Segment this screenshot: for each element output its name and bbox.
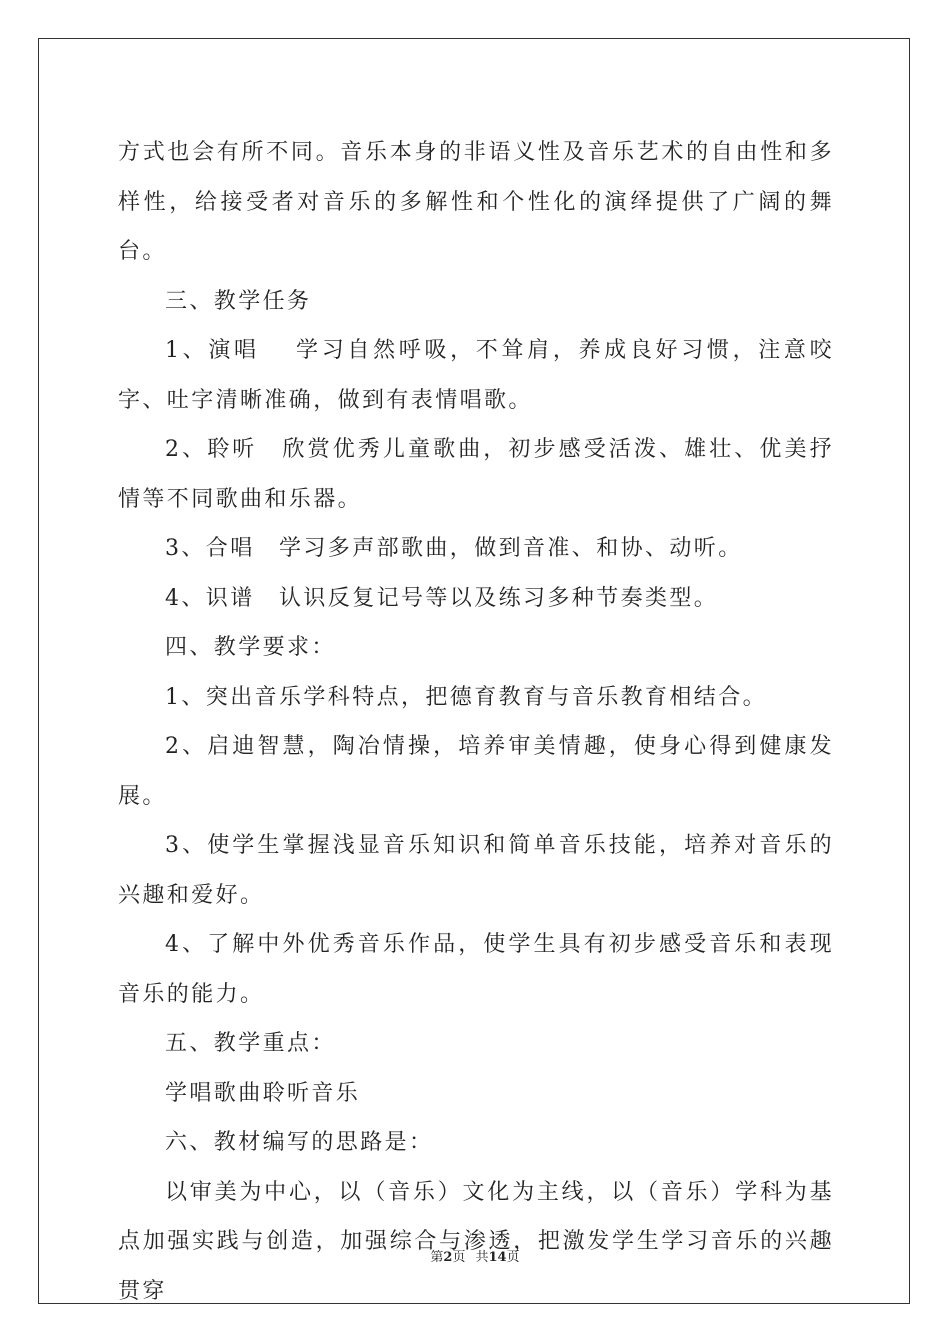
heading-textbook-approach: 六、教材编写的思路是： xyxy=(165,1130,434,1155)
requirement-1: 1、突出音乐学科特点，把德育教育与音乐教育相结合。 xyxy=(165,684,767,710)
requirement-2: 2、启迪智慧，陶冶情操，培养审美情趣，使身心得到健康发展。 xyxy=(118,734,834,809)
heading-teaching-focus: 五、教学重点： xyxy=(165,1031,336,1056)
focus-text: 学唱歌曲聆听音乐 xyxy=(165,1080,361,1106)
task-listening: 2、聆听 欣赏优秀儿童歌曲，初步感受活泼、雄壮、优美抒情等不同歌曲和乐器。 xyxy=(118,437,834,512)
page-footer xyxy=(0,1246,950,1265)
task-chorus: 3、合唱 学习多声部歌曲，做到音准、和协、动听。 xyxy=(165,536,743,561)
total-pages: 14 xyxy=(488,1250,507,1265)
page-number: 2 xyxy=(443,1250,453,1265)
total-prefix: 共 xyxy=(475,1250,489,1265)
page-prefix: 第 xyxy=(430,1250,444,1265)
total-suffix: 页 xyxy=(506,1250,520,1265)
task-singing: 1、演唱 学习自然呼吸，不耸肩，养成良好习惯，注意咬字、吐字清晰准确，做到有表情唱歌。 xyxy=(118,338,834,413)
document-body xyxy=(118,128,834,1316)
paragraph-1: 方式也会有所不同。音乐本身的非语义性及音乐艺术的自由性和多样性，给接受者对音乐的多解性和个性化的演绎提供了广阔的舞台。 xyxy=(118,140,834,264)
heading-teaching-requirements: 四、教学要求： xyxy=(165,635,336,660)
requirement-3: 3、使学生掌握浅显音乐知识和简单音乐技能，培养对音乐的兴趣和爱好。 xyxy=(118,833,834,908)
requirement-4: 4、了解中外优秀音乐作品，使学生具有初步感受音乐和表现音乐的能力。 xyxy=(118,932,834,1007)
heading-teaching-tasks: 三、教学任务 xyxy=(165,288,312,314)
page-suffix: 页 xyxy=(452,1250,466,1265)
approach-text: 以审美为中心，以（音乐）文化为主线，以（音乐）学科为基点加强实践与创造，加强综合与渗透，把激发学生学习音乐的兴趣贯穿 xyxy=(118,1179,834,1304)
task-notation: 4、识谱 认识反复记号等以及练习多种节奏类型。 xyxy=(165,585,719,611)
